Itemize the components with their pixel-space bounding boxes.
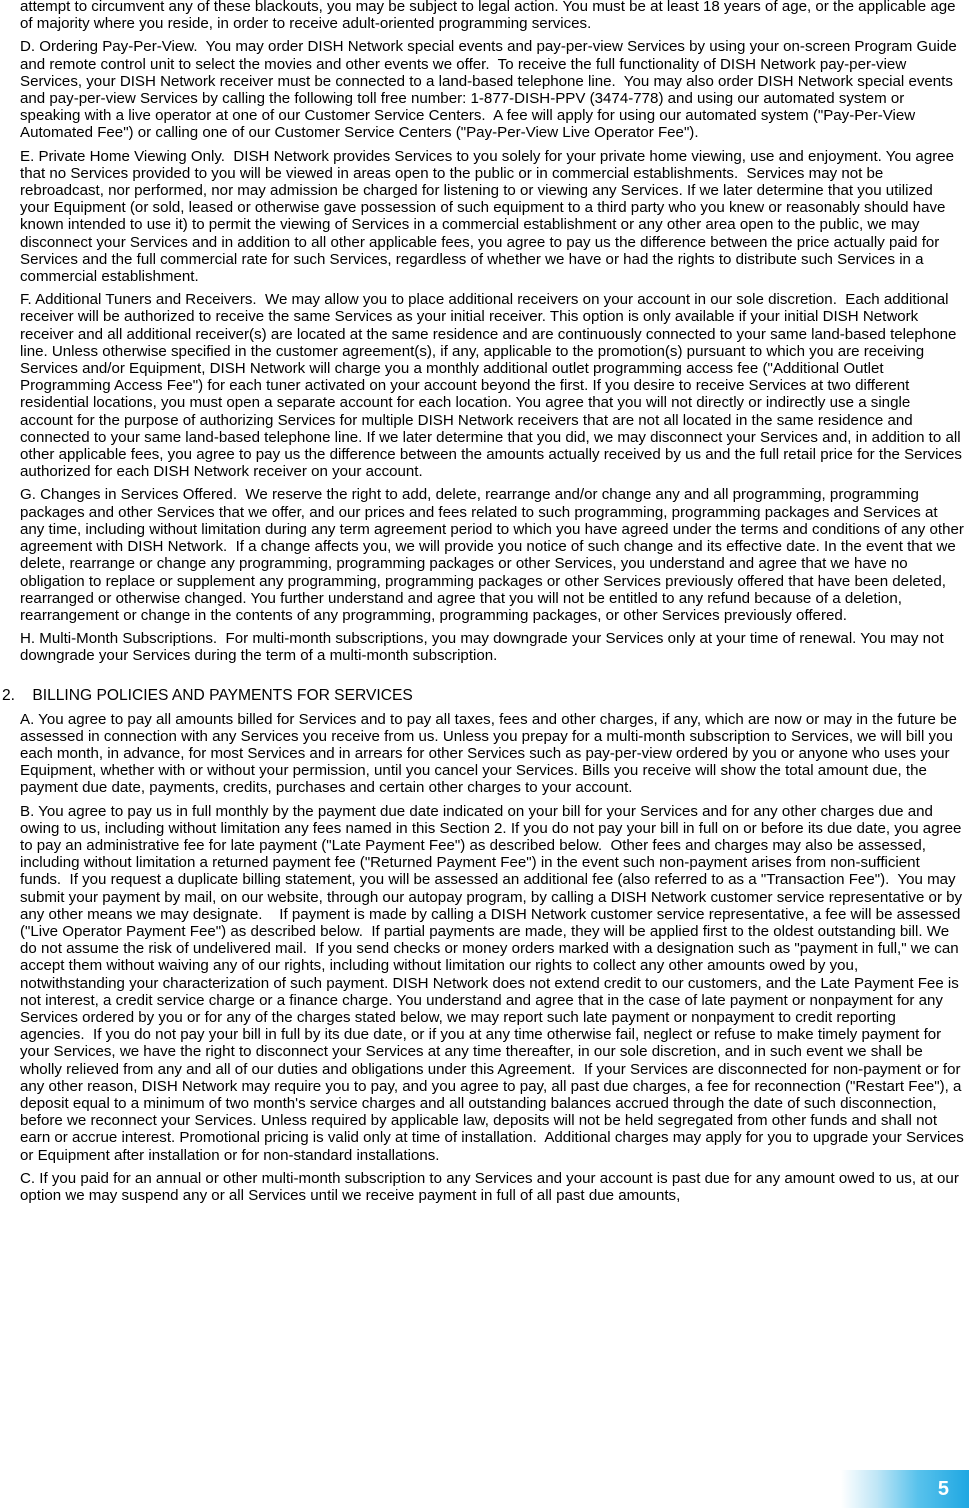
paragraph-2a-amounts-billed: A. You agree to pay all amounts billed for Services and to pay all taxes, fees and other charges, if any, which are now or may in the future be assessed in connection with any Services you receive from us. Unless you prepay for a multi-month subscription to Services, we will bill you each month, in advance, for most Services and in arrears for other Services such as pay-per-view ordered by you or anyone who uses your Equipment, whether with or without your permission, until you cancel your Services. Bills you receive will show the total amount due, the payment due date, payments, credits, purchases and certain other charges to your account. xyxy=(20,710,962,797)
paragraph-f-additional-tuners: F. Additional Tuners and Receivers. We may allow you to place additional receivers on your account in our sole discretion. Each additional receiver will be authorized to receive the same Services as your initial receiver. This option is only available if your initial DISH Network receiver and all additional receiver(s) are located at the same residence and are continuously connected to your same land-based telephone line. Unless otherwise specified in the customer agreement(s), if any, applicable to the promotion(s) pursuant to which you are receiving Services and/or Equipment, DISH Network will charge you a monthly additional outlet programming access fee ("Additional Outlet Programming Access Fee") for each tuner activated on your account beyond the first. If you desire to receive Services at two different residential locations, you must open a separate account for each location. You agree that you will not directly or indirectly use a single account for the purpose of authorizing Services for multiple DISH Network receivers that are not all located in the same residence and connected to your same land-based telephone line. If we later determine that you did, we may disconnect your Services and, in addition to all other applicable fees, you agree to pay us the difference between the amounts actually received by us and the full retail price for the Services authorized for each DISH Network receiver on your account. xyxy=(20,291,967,481)
section-heading-billing-policies: 2. BILLING POLICIES AND PAYMENTS FOR SERVICES xyxy=(2,686,413,704)
paragraph-d-ordering-pay-per-view: D. Ordering Pay-Per-View. You may order DISH Network special events and pay-per-view Services by using your on-screen Program Guide and remote control unit to select the movies and other events we offer. To receive the full functionality of DISH Network pay-per-view Services, your DISH Network receiver must be connected to a land-based telephone line. You may also order DISH Network special events and pay-per-view Services by calling the following toll free number: 1-877-DISH-PPV (3474-778) and using our automated system or speaking with a live operator at one of our Customer Service Centers. A fee will apply for using our automated system ("Pay-Per-View Automated Fee") or calling one of our Customer Service Centers ("Pay-Per-View Live Operator Fee"). xyxy=(20,38,961,142)
paragraph-blackout-continuation: attempt to circumvent any of these blackouts, you may be subject to legal action. You must be at least 18 years of age, or the applicable age of majority where you reside, in order to receive adult-oriented programming services. xyxy=(20,0,960,33)
paragraph-h-multi-month-subscriptions: H. Multi-Month Subscriptions. For multi-month subscriptions, you may downgrade your Services only at your time of renewal. You may not downgrade your Services during the term of a multi-month subscription. xyxy=(20,630,948,665)
document-body xyxy=(2,0,969,1210)
paragraph-2b-payment-in-full: B. You agree to pay us in full monthly by the payment due date indicated on your bill for your Services and for any other charges due and owing to us, including without limitation any fees named in this Section 2. If you do not pay your bill in full on or before its due date, you agree to pay an administrative fee for late payment ("Late Payment Fee") as described below. Other fees and charges may also be assessed, including without limitation a returned payment fee ("Returned Payment Fee") in the event such non-payment arises from non-sufficient funds. If you request a duplicate billing statement, you will be assessed an additional fee (also referred to as a "Transaction Fee"). You may submit your payment by mail, on our website, through our autopay program, by calling a DISH Network customer service representative or by any other means we may designate. If payment is made by calling a DISH Network customer service representative, a fee will be assessed ("Live Operator Payment Fee") as described below. If partial payments are made, they will be applied first to the oldest outstanding bill. We do not assume the risk of undelivered mail. If you send checks or money orders marked with a designation such as "payment in full," we can accept them without waiving any of our rights, including without limitation our rights to collect any other amounts owed by you, notwithstanding your characterization of such payment. DISH Network does not extend credit to our customers, and the Late Payment Fee is not interest, a credit service charge or a finance charge. You understand and agree that in the case of late payment or nonpayment for any Services ordered by you or for any of the charges stated below, we may report such late payment or nonpayment to credit reporting agencies. If you do not pay your bill in full by its due date, or if you at any time otherwise fail, neglect or refuse to make timely payment for your Services, we have the right to disconnect your Services at any time thereafter, in our sole discretion, and in such event we shall be wholly relieved from any and all of our duties and obligations under this Agreement. If your Services are disconnected for non-payment or for any other reason, DISH Network may require you to pay, and you agree to pay, all past due charges, a fee for reconnection ("Restart Fee"), a deposit equal to a minimum of two month's service charges and all outstanding balances accrued through the date of such disconnection, before we reconnect your Services. Unless required by applicable law, deposits will not be held segregated from other funds and shall not earn or accrue interest. Promotional pricing is valid only at time of installation. Additional charges may apply for you to upgrade your Services or Equipment after installation or for non-standard installations. xyxy=(20,802,969,1164)
paragraph-g-changes-in-services: G. Changes in Services Offered. We reserve the right to add, delete, rearrange and/or change any and all programming, programming packages and other Services that we offer, and our prices and fees related to such programming, programming packages and Services at any time, including without limitation during any term agreement period to which you have agreed under the terms and conditions of any other agreement with DISH Network. If a change affects you, we will provide you notice of such change and its effective date. In the event that we delete, rearrange or change any programming, programming packages or other Services, you understand and agree that we have no obligation to replace or supplement any programming, programming packages or other Services previously offered that have been deleted, rearranged or otherwise changed. You further understand and agree that you will not be entitled to any refund because of a deletion, rearrangement or change in the contents of any programming, programming packages, or other Services previously offered. xyxy=(20,486,969,624)
paragraph-2c-multi-month-past-due: C. If you paid for an annual or other multi-month subscription to any Services and your account is past due for any amount owed to us, at our option we may suspend any or all Services until we receive payment in full of all past due amounts, xyxy=(20,1169,964,1204)
paragraph-e-private-home-viewing: E. Private Home Viewing Only. DISH Network provides Services to you solely for your private home viewing, use and enjoyment. You agree that no Services provided to you will be viewed in areas open to the public or in commercial establishments. Services may not be rebroadcast, nor performed, nor may admission be charged for listening to or viewing any Services. If we later determine that you utilized your Equipment (or sold, leased or otherwise gave possession of such equipment to a third party who you knew or reasonably should have known intended to use it) to permit the viewing of Services in a commercial establishment or any other area open to the public, we may disconnect your Services and in addition to all other applicable fees, you agree to pay us the difference between the price actually paid for Services and the full commercial rate for such Services, regardless of whether we have or had the rights to distribute such Services in a commercial establishment. xyxy=(20,147,959,286)
page-number-badge xyxy=(841,1470,969,1508)
page-number: 5 xyxy=(937,1478,949,1500)
